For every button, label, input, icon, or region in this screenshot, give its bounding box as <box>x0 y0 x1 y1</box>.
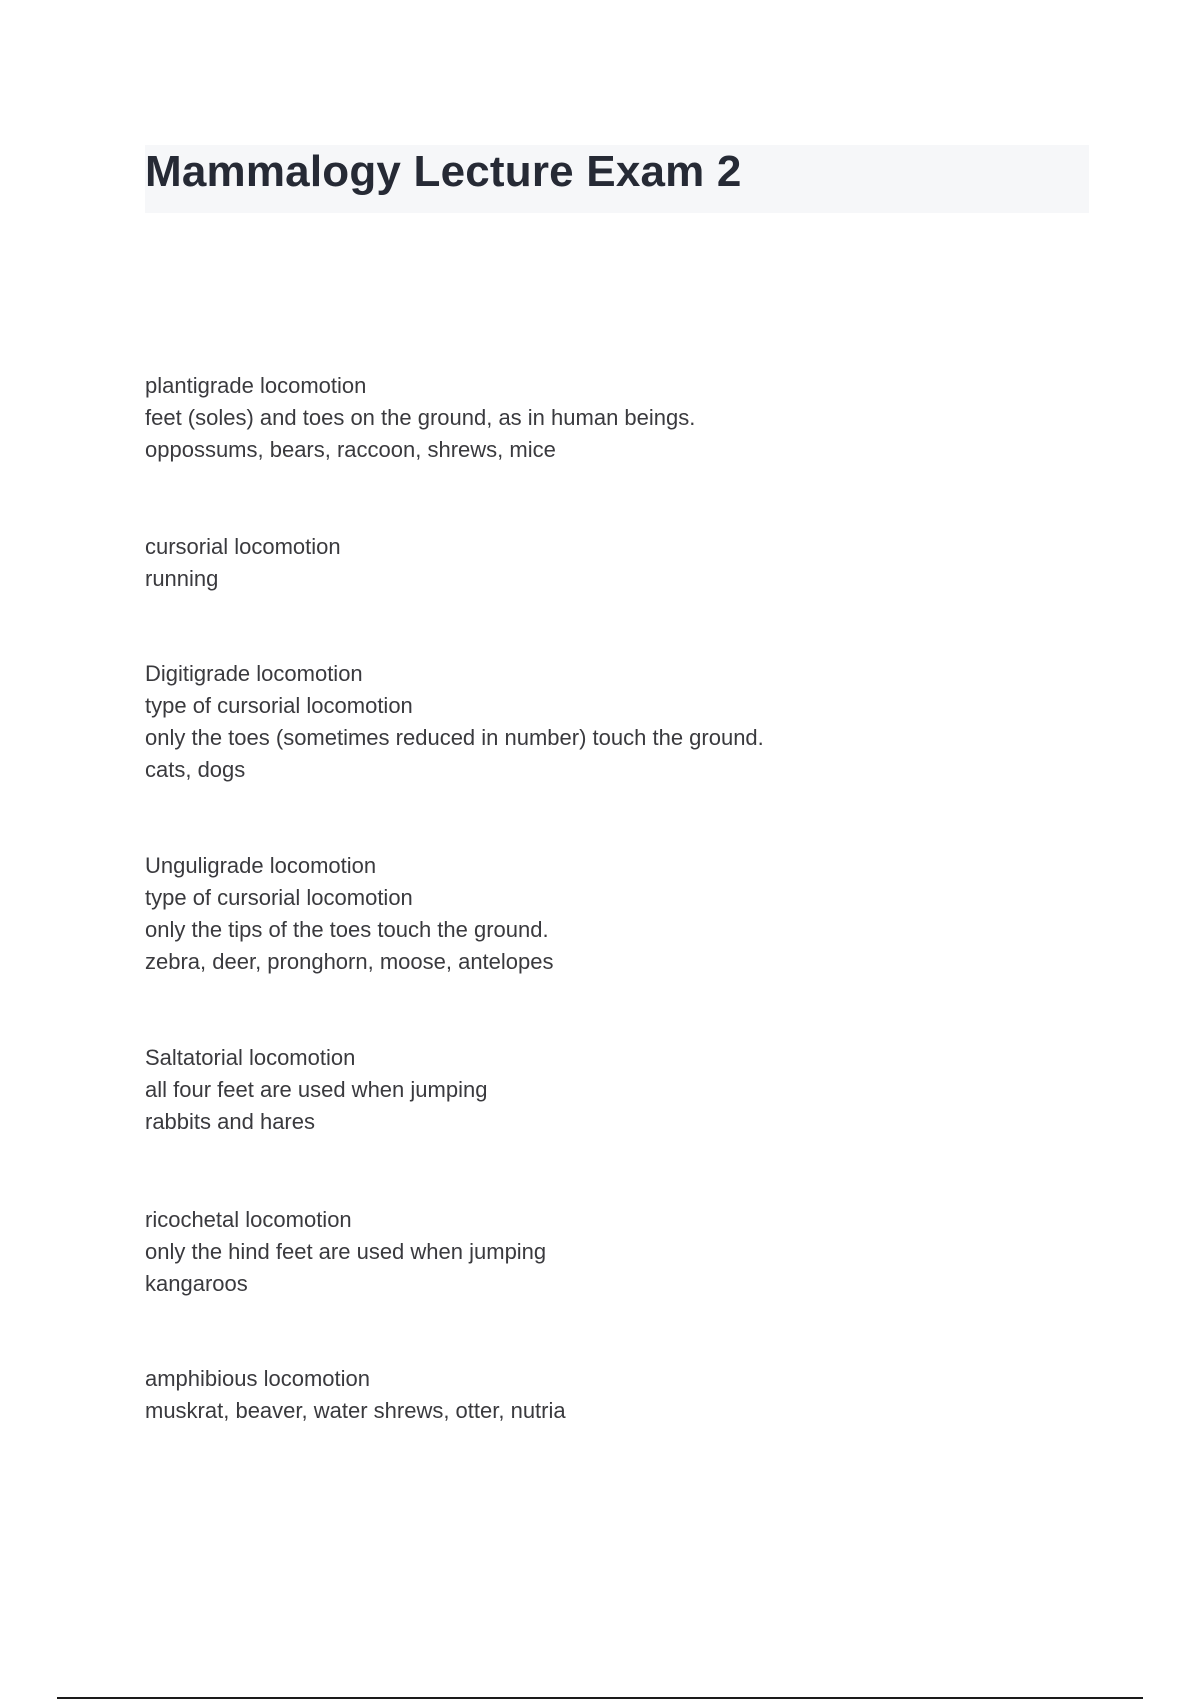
entry-definition-line: oppossums, bears, raccoon, shrews, mice <box>145 437 556 462</box>
entry-term: plantigrade locomotion <box>145 373 367 398</box>
entry-definition-line: only the hind feet are used when jumping <box>145 1239 547 1264</box>
entry-definition-line: zebra, deer, pronghorn, moose, antelopes <box>145 949 554 974</box>
entry-definition-line: type of cursorial locomotion <box>145 885 413 910</box>
entry-term: cursorial locomotion <box>145 534 341 559</box>
entry-definition-line: rabbits and hares <box>145 1109 315 1134</box>
entry-definition-line: cats, dogs <box>145 757 246 782</box>
flashcard-entry <box>145 370 1045 466</box>
flashcard-entry <box>145 1204 1045 1300</box>
entry-term: Digitigrade locomotion <box>145 661 363 686</box>
entry-term: amphibious locomotion <box>145 1366 371 1391</box>
entry-definition-line: muskrat, beaver, water shrews, otter, nutria <box>145 1398 566 1423</box>
flashcard-entry <box>145 1363 1045 1427</box>
entry-definition-line: type of cursorial locomotion <box>145 693 413 718</box>
flashcard-entry <box>145 531 1045 595</box>
entry-term: ricochetal locomotion <box>145 1207 352 1232</box>
document-title: Mammalogy Lecture Exam 2 <box>145 147 742 196</box>
entry-term: Saltatorial locomotion <box>145 1045 356 1070</box>
flashcard-entry <box>145 658 1045 786</box>
entry-term: Unguligrade locomotion <box>145 853 377 878</box>
footer-divider <box>57 1697 1143 1699</box>
flashcard-entry <box>145 850 1045 978</box>
entry-definition-line: running <box>145 566 219 591</box>
entry-definition-line: kangaroos <box>145 1271 248 1296</box>
flashcard-entry <box>145 1042 1045 1138</box>
entry-definition-line: all four feet are used when jumping <box>145 1077 488 1102</box>
entry-definition-line: only the tips of the toes touch the ground. <box>145 917 549 942</box>
entry-definition-line: only the toes (sometimes reduced in number) touch the ground. <box>145 725 764 750</box>
entry-definition-line: feet (soles) and toes on the ground, as in human beings. <box>145 405 696 430</box>
